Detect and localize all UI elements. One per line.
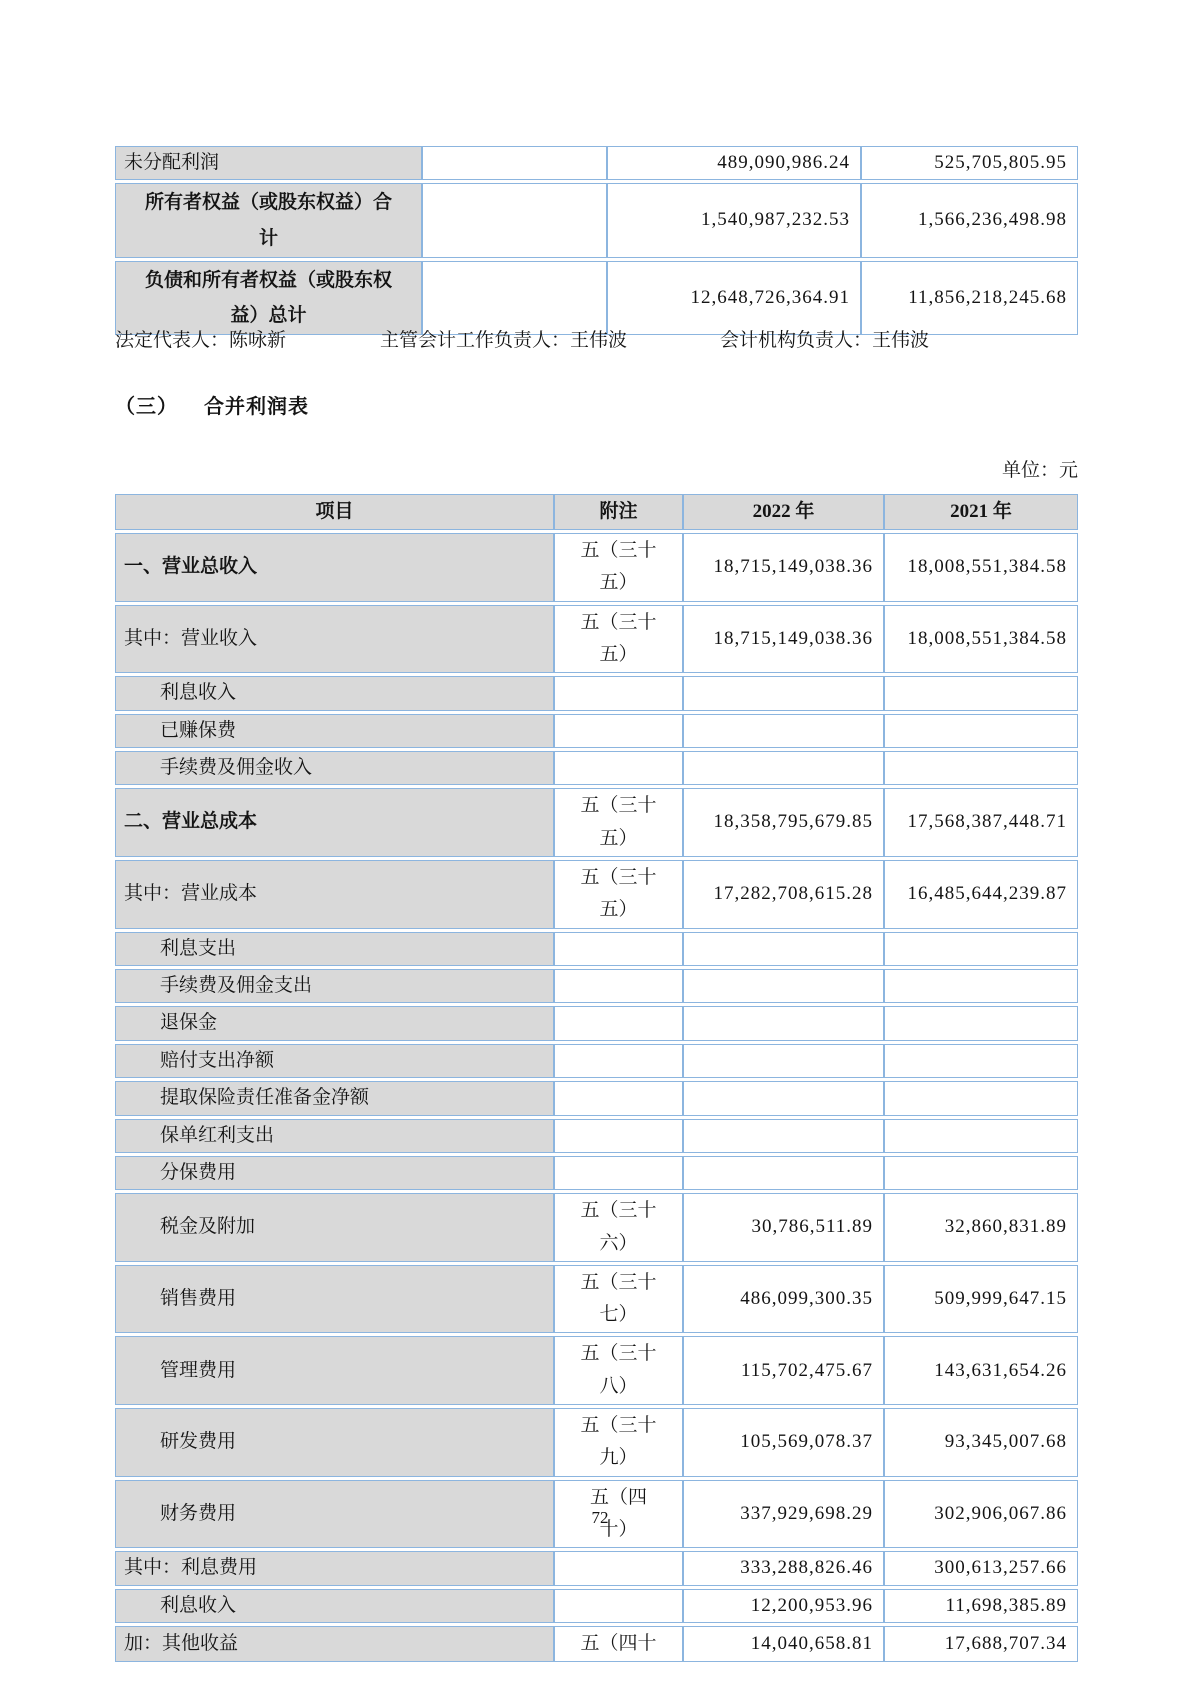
table-row xyxy=(115,1119,1078,1153)
value-2021-cell: 16,485,644,239.87 xyxy=(884,860,1078,929)
accounting-department-head-label: 会计机构负责人：王伟波 xyxy=(720,330,930,351)
item-cell: 手续费及佣金收入 xyxy=(115,751,554,785)
value-2021-cell xyxy=(884,1081,1078,1115)
value-2021-cell: 509,999,647.15 xyxy=(884,1265,1078,1334)
note-cell: 五（三十五） xyxy=(554,860,683,929)
value-2022-cell: 12,648,726,364.91 xyxy=(607,261,861,335)
unit-label: 单位：元 xyxy=(1001,460,1078,481)
item-cell: 二、营业总成本 xyxy=(115,788,554,857)
note-cell: 五（四十 xyxy=(554,1626,683,1662)
note-cell xyxy=(554,1589,683,1623)
value-2022-cell: 489,090,986.24 xyxy=(607,146,861,180)
item-cell: 其中：利息费用 xyxy=(115,1551,554,1585)
item-cell: 未分配利润 xyxy=(115,146,422,180)
table-row xyxy=(115,676,1078,710)
note-cell: 五（四十） xyxy=(554,1480,683,1549)
value-2022-cell: 14,040,658.81 xyxy=(683,1626,884,1662)
table-row xyxy=(115,1626,1078,1662)
legal-representative-label: 法定代表人：陈咏新 xyxy=(115,330,287,351)
value-2022-cell xyxy=(683,932,884,966)
item-cell: 一、营业总收入 xyxy=(115,533,554,602)
item-cell: 销售费用 xyxy=(115,1265,554,1334)
value-2022-cell xyxy=(683,969,884,1003)
value-2022-cell: 12,200,953.96 xyxy=(683,1589,884,1623)
table-row xyxy=(115,1193,1078,1262)
value-2021-cell: 32,860,831.89 xyxy=(884,1193,1078,1262)
value-2021-cell xyxy=(884,969,1078,1003)
table-row xyxy=(115,1006,1078,1040)
table-row xyxy=(115,183,1078,257)
table-row xyxy=(115,1589,1078,1623)
value-2021-cell: 300,613,257.66 xyxy=(884,1551,1078,1585)
item-cell: 税金及附加 xyxy=(115,1193,554,1262)
value-2021-cell xyxy=(884,751,1078,785)
note-cell xyxy=(554,714,683,748)
value-2021-cell: 17,568,387,448.71 xyxy=(884,788,1078,857)
value-2022-cell: 17,282,708,615.28 xyxy=(683,860,884,929)
value-2021-cell: 18,008,551,384.58 xyxy=(884,533,1078,602)
item-cell: 其中：营业成本 xyxy=(115,860,554,929)
item-cell: 赔付支出净额 xyxy=(115,1044,554,1078)
item-cell: 研发费用 xyxy=(115,1408,554,1477)
value-2022-cell: 115,702,475.67 xyxy=(683,1336,884,1405)
value-2022-cell xyxy=(683,751,884,785)
item-cell: 提取保险责任准备金净额 xyxy=(115,1081,554,1115)
table-row xyxy=(115,1081,1078,1115)
value-2021-cell: 302,906,067.86 xyxy=(884,1480,1078,1549)
value-2021-cell: 525,705,805.95 xyxy=(861,146,1078,180)
value-2021-cell: 18,008,551,384.58 xyxy=(884,605,1078,674)
table-row xyxy=(115,1551,1078,1585)
value-2021-cell: 93,345,007.68 xyxy=(884,1408,1078,1477)
note-cell: 五（三十六） xyxy=(554,1193,683,1262)
table-row xyxy=(115,969,1078,1003)
note-cell xyxy=(554,676,683,710)
header-item: 项目 xyxy=(115,494,554,530)
table-row xyxy=(115,860,1078,929)
note-cell: 五（三十七） xyxy=(554,1265,683,1334)
income-table-header xyxy=(115,494,1078,530)
item-cell: 加：其他收益 xyxy=(115,1626,554,1662)
value-2022-cell xyxy=(683,1119,884,1153)
note-cell xyxy=(554,1081,683,1115)
value-2022-cell: 18,358,795,679.85 xyxy=(683,788,884,857)
value-2021-cell xyxy=(884,1006,1078,1040)
value-2022-cell: 1,540,987,232.53 xyxy=(607,183,861,257)
signature-line xyxy=(115,325,1078,352)
table-row xyxy=(115,932,1078,966)
balance-table-body xyxy=(115,146,1078,335)
note-cell xyxy=(554,932,683,966)
item-cell: 退保金 xyxy=(115,1006,554,1040)
value-2021-cell: 11,698,385.89 xyxy=(884,1589,1078,1623)
table-row xyxy=(115,1265,1078,1334)
note-cell xyxy=(554,1044,683,1078)
income-statement-table xyxy=(115,491,1078,1665)
income-table-body xyxy=(115,533,1078,1662)
table-row xyxy=(115,1044,1078,1078)
header-row xyxy=(115,494,1078,530)
section-title: 合并利润表 xyxy=(204,396,309,418)
header-2022: 2022 年 xyxy=(683,494,884,530)
item-cell: 其中：营业收入 xyxy=(115,605,554,674)
item-cell: 所有者权益（或股东权益）合计 xyxy=(115,183,422,257)
value-2021-cell xyxy=(884,1044,1078,1078)
value-2022-cell: 337,929,698.29 xyxy=(683,1480,884,1549)
note-cell xyxy=(554,1006,683,1040)
value-2022-cell xyxy=(683,1006,884,1040)
note-cell xyxy=(422,183,607,257)
item-cell: 财务费用 xyxy=(115,1480,554,1549)
value-2022-cell xyxy=(683,1081,884,1115)
section-number: （三） xyxy=(115,396,178,418)
value-2022-cell: 18,715,149,038.36 xyxy=(683,605,884,674)
chief-accounting-officer-label: 主管会计工作负责人：王伟波 xyxy=(380,330,628,351)
table-row xyxy=(115,1336,1078,1405)
page-number: 72 xyxy=(591,1508,609,1527)
note-cell xyxy=(422,261,607,335)
value-2022-cell: 486,099,300.35 xyxy=(683,1265,884,1334)
note-cell xyxy=(554,1551,683,1585)
value-2022-cell xyxy=(683,676,884,710)
item-cell: 利息支出 xyxy=(115,932,554,966)
table-row xyxy=(115,714,1078,748)
header-2021: 2021 年 xyxy=(884,494,1078,530)
note-cell xyxy=(554,969,683,1003)
note-cell xyxy=(554,751,683,785)
value-2022-cell: 333,288,826.46 xyxy=(683,1551,884,1585)
value-2022-cell xyxy=(683,1044,884,1078)
value-2021-cell xyxy=(884,676,1078,710)
value-2021-cell: 143,631,654.26 xyxy=(884,1336,1078,1405)
note-cell: 五（三十五） xyxy=(554,788,683,857)
value-2021-cell xyxy=(884,714,1078,748)
note-cell: 五（三十八） xyxy=(554,1336,683,1405)
value-2022-cell xyxy=(683,1156,884,1190)
item-cell: 管理费用 xyxy=(115,1336,554,1405)
value-2021-cell: 11,856,218,245.68 xyxy=(861,261,1078,335)
table-row xyxy=(115,751,1078,785)
value-2021-cell xyxy=(884,1119,1078,1153)
note-cell: 五（三十五） xyxy=(554,533,683,602)
note-cell xyxy=(554,1156,683,1190)
table-row xyxy=(115,605,1078,674)
note-cell: 五（三十五） xyxy=(554,605,683,674)
header-note: 附注 xyxy=(554,494,683,530)
note-cell xyxy=(422,146,607,180)
section-heading xyxy=(115,390,309,419)
table-row xyxy=(115,1156,1078,1190)
table-row xyxy=(115,1408,1078,1477)
item-cell: 利息收入 xyxy=(115,1589,554,1623)
table-row xyxy=(115,788,1078,857)
value-2022-cell: 105,569,078.37 xyxy=(683,1408,884,1477)
table-row xyxy=(115,533,1078,602)
item-cell: 已赚保费 xyxy=(115,714,554,748)
value-2021-cell xyxy=(884,1156,1078,1190)
table-row xyxy=(115,261,1078,335)
item-cell: 分保费用 xyxy=(115,1156,554,1190)
item-cell: 保单红利支出 xyxy=(115,1119,554,1153)
table-row xyxy=(115,146,1078,180)
item-cell: 手续费及佣金支出 xyxy=(115,969,554,1003)
value-2022-cell: 30,786,511.89 xyxy=(683,1193,884,1262)
balance-sheet-table xyxy=(115,143,1078,338)
value-2022-cell xyxy=(683,714,884,748)
note-cell xyxy=(554,1119,683,1153)
value-2021-cell: 17,688,707.34 xyxy=(884,1626,1078,1662)
item-cell: 负债和所有者权益（或股东权益）总计 xyxy=(115,261,422,335)
value-2021-cell xyxy=(884,932,1078,966)
note-cell: 五（三十九） xyxy=(554,1408,683,1477)
item-cell: 利息收入 xyxy=(115,676,554,710)
value-2021-cell: 1,566,236,498.98 xyxy=(861,183,1078,257)
value-2022-cell: 18,715,149,038.36 xyxy=(683,533,884,602)
